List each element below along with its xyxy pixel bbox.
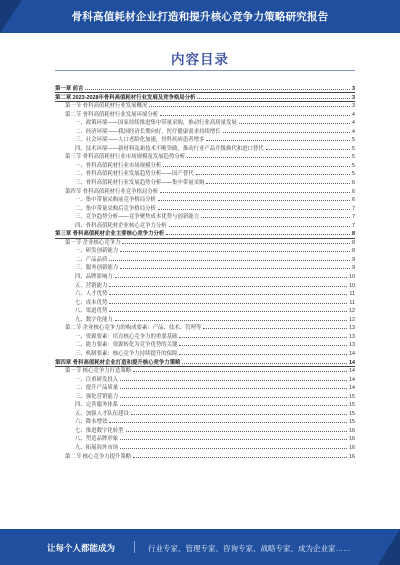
toc-entry-text: 六、降本增效 bbox=[75, 419, 108, 426]
toc-dot-leader bbox=[120, 251, 350, 252]
toc-page-number: 11 bbox=[349, 299, 355, 306]
toc-dot-leader bbox=[133, 371, 347, 372]
toc-page-number: 7 bbox=[352, 214, 355, 221]
toc-page-number: 15 bbox=[349, 419, 355, 426]
toc-dot-leader bbox=[109, 286, 347, 287]
toc-dot-leader bbox=[149, 106, 350, 107]
toc-page-number: 4 bbox=[352, 128, 355, 135]
toc-entry-text: 第三章 骨科高值耗材企业主要核心竞争力分析 bbox=[55, 231, 165, 238]
toc-entry-text: 一、集中带量采购前竞争格局分析 bbox=[75, 197, 156, 204]
toc-dot-leader bbox=[163, 166, 350, 167]
toc-entry-text: 七、成本优势 bbox=[75, 299, 108, 306]
toc-entry-text: 五、加强人才队伍建设 bbox=[75, 410, 129, 417]
toc-page-number: 4 bbox=[352, 111, 355, 118]
toc-dot-leader bbox=[187, 157, 350, 158]
toc-page-number: 3 bbox=[352, 86, 355, 92]
toc-page-number: 14 bbox=[349, 368, 355, 375]
toc-page-number: 12 bbox=[349, 316, 355, 323]
toc-dot-leader bbox=[122, 243, 350, 244]
toc-entry[interactable] bbox=[55, 333, 355, 342]
toc-page-number: 6 bbox=[352, 188, 355, 195]
toc-chapter-entry[interactable] bbox=[55, 94, 355, 103]
toc-page-number: 5 bbox=[352, 137, 355, 144]
toc-entry[interactable] bbox=[55, 410, 355, 419]
toc-entry[interactable] bbox=[55, 401, 355, 410]
report-title: 骨科高值耗材企业打造和提升核心竞争力策略研究报告 bbox=[71, 11, 329, 23]
toc-page-number: 10 bbox=[349, 282, 355, 289]
toc-entry-text: 二、骨科高值耗材行业发展趋势分析——国产替代 bbox=[75, 171, 194, 178]
toc-dot-leader bbox=[169, 226, 350, 227]
toc-entry[interactable] bbox=[55, 384, 355, 393]
toc-entry-text: 三、强化营销能力 bbox=[75, 393, 119, 400]
toc-dot-leader bbox=[109, 303, 347, 304]
toc-entry-text: 三、竞争趋势分析——竞争聚焦成本优势与创新能力 bbox=[75, 214, 199, 221]
toc-entry[interactable] bbox=[55, 324, 355, 333]
toc-entry[interactable] bbox=[55, 316, 355, 325]
toc-page-number: 11 bbox=[349, 291, 355, 298]
toc-page-number: 14 bbox=[349, 350, 355, 357]
toc-entry[interactable] bbox=[55, 170, 355, 179]
toc-dot-leader bbox=[182, 363, 347, 364]
toc-entry-text: 八、渠道优势 bbox=[75, 308, 108, 315]
toc-entry-text: 一、研发创新能力 bbox=[75, 248, 119, 255]
toc-entry[interactable] bbox=[55, 299, 355, 308]
toc-dot-leader bbox=[133, 457, 347, 458]
footer-tagline: 行业专家、管理专家、咨询专家、战略专家、成为企业家…… bbox=[148, 544, 351, 553]
toc-page-number: 13 bbox=[349, 325, 355, 332]
toc-entry-text: 五、营销能力 bbox=[75, 282, 108, 289]
toc-entry-text: 四、技术环境——新材料及新技术不断突破，推动行业产品升级换代和进口替代 bbox=[75, 145, 264, 152]
toc-entry[interactable] bbox=[55, 145, 355, 154]
toc-dot-leader bbox=[131, 414, 347, 415]
toc-entry[interactable] bbox=[55, 128, 355, 137]
toc-entry-text: 六、人才优势 bbox=[75, 291, 108, 298]
toc-entry-text: 三、骨科高值耗材行业发展趋势分析——集中带量采购 bbox=[75, 180, 205, 187]
toc-page-number: 4 bbox=[352, 120, 355, 127]
toc-page-number: 10 bbox=[349, 274, 355, 281]
toc-entry-text: 九、数字化能力 bbox=[75, 316, 113, 323]
toc-dot-leader bbox=[115, 320, 347, 321]
toc-entry[interactable] bbox=[55, 205, 355, 214]
toc-dot-leader bbox=[109, 294, 347, 295]
toc-entry[interactable] bbox=[55, 307, 355, 316]
toc-entry[interactable] bbox=[55, 111, 355, 120]
toc-entry-text: 二、经济环境——我国经济长期向好，医疗健康需求持续增长 bbox=[75, 128, 221, 135]
toc-entry[interactable] bbox=[55, 136, 355, 145]
toc-page-number: 15 bbox=[349, 410, 355, 417]
toc-entry-text: 四、完善服务体系 bbox=[75, 402, 119, 409]
toc-dot-leader bbox=[179, 345, 347, 346]
toc-chapter-entry[interactable] bbox=[55, 230, 355, 239]
toc-entry[interactable] bbox=[55, 239, 355, 248]
toc-entry[interactable] bbox=[55, 102, 355, 111]
toc-entry-text: 二、集中带量采购后竞争格局分析 bbox=[75, 205, 156, 212]
toc-dot-leader bbox=[166, 234, 350, 235]
toc-dot-leader bbox=[206, 140, 350, 141]
toc-page-number: 3 bbox=[352, 94, 355, 101]
toc-dot-leader bbox=[120, 448, 347, 449]
toc-entry-text: 二、产品品质 bbox=[75, 256, 108, 263]
toc-page-number: 15 bbox=[349, 393, 355, 400]
toc-entry[interactable] bbox=[55, 427, 355, 436]
footer-corner-decoration bbox=[378, 529, 400, 565]
toc-entry-text: 一、骨科高值耗材行业市场规模分析 bbox=[75, 162, 162, 169]
toc-page-number: 6 bbox=[352, 197, 355, 204]
toc-entry[interactable] bbox=[55, 264, 355, 273]
toc-entry[interactable] bbox=[55, 367, 355, 376]
toc-dot-leader bbox=[126, 431, 347, 432]
toc-dot-leader bbox=[120, 388, 347, 389]
toc-heading-divider bbox=[55, 70, 355, 71]
toc-entry-text: 第一节 核心竞争力打造策略 bbox=[65, 368, 132, 375]
toc-entry[interactable] bbox=[55, 376, 355, 385]
toc-entry[interactable] bbox=[55, 256, 355, 265]
toc-dot-leader bbox=[158, 200, 350, 201]
toc-dot-leader bbox=[120, 439, 347, 440]
toc-entry-text: 一、政策环境——国家持续推进集中带量采购，推动行业高质量发展 bbox=[75, 120, 237, 127]
toc-chapter-entry[interactable] bbox=[55, 359, 355, 368]
toc-entry-text: 第二节 骨科高值耗材行业发展环境分析 bbox=[65, 111, 159, 118]
toc-page-number: 5 bbox=[352, 154, 355, 161]
toc-entry[interactable] bbox=[55, 418, 355, 427]
page-footer bbox=[0, 529, 400, 565]
toc-entry-text: 第二节 企业核心竞争力的构成要素：产品、技术、管理等 bbox=[65, 325, 202, 332]
toc-entry[interactable] bbox=[55, 179, 355, 188]
toc-entry-text: 八、塑造品牌形象 bbox=[75, 436, 119, 443]
toc-entry[interactable] bbox=[55, 290, 355, 299]
toc-page-number: 5 bbox=[352, 171, 355, 178]
toc-entry[interactable] bbox=[55, 213, 355, 222]
toc-entry-text: 四、骨科高值耗材企业核心竞争力分析 bbox=[75, 222, 167, 229]
toc-dot-leader bbox=[158, 209, 350, 210]
toc-dot-leader bbox=[120, 405, 347, 406]
toc-entry-text: 九、拓展海外市场 bbox=[75, 444, 119, 451]
toc-dot-leader bbox=[109, 260, 350, 261]
toc-entry[interactable] bbox=[55, 393, 355, 402]
toc-entry[interactable] bbox=[55, 196, 355, 205]
toc-entry-text: 四、品牌影响力 bbox=[75, 274, 113, 281]
toc-entry-text: 二、提升产品质量 bbox=[75, 385, 119, 392]
toc-entry-text: 第二节 核心竞争力提升策略 bbox=[65, 453, 132, 460]
toc-dot-leader bbox=[85, 89, 350, 90]
toc-entry-text: 第一章 前言 bbox=[55, 86, 84, 92]
toc-page-number: 7 bbox=[352, 222, 355, 229]
toc-page-number: 9 bbox=[352, 265, 355, 272]
toc-entry-text: 第三节 骨科高值耗材行业市场规模及发展趋势分析 bbox=[65, 154, 186, 161]
toc-entry-text: 一、资源要素：培育核心竞争力的重要基础 bbox=[75, 333, 178, 340]
toc-dot-leader bbox=[196, 174, 350, 175]
toc-dot-leader bbox=[179, 337, 347, 338]
toc-dot-leader bbox=[120, 268, 350, 269]
toc-dot-leader bbox=[179, 354, 347, 355]
toc-entry[interactable] bbox=[55, 444, 355, 453]
toc-entry-text: 三、服务创新能力 bbox=[75, 265, 119, 272]
toc-dot-leader bbox=[115, 277, 347, 278]
page-header bbox=[0, 0, 400, 33]
toc-entry-text: 三、社会环境——人口老龄化加速，骨科疾病患者增多 bbox=[75, 137, 205, 144]
toc-dot-leader bbox=[120, 380, 347, 381]
toc-dot-leader bbox=[223, 132, 350, 133]
toc-entry[interactable] bbox=[55, 153, 355, 162]
toc-page-number: 13 bbox=[349, 333, 355, 340]
footer-divider bbox=[134, 541, 135, 553]
toc-entry-text: 第二章 2023-2028年骨科高值耗材行业发展及竞争格局分析 bbox=[55, 94, 196, 101]
toc-entry-text: 第四节 骨科高值耗材行业竞争格局分析 bbox=[65, 188, 159, 195]
toc-entry[interactable] bbox=[55, 222, 355, 231]
toc-entry[interactable] bbox=[55, 282, 355, 291]
footer-slogan: 让每个人都能成为 bbox=[47, 543, 116, 553]
toc-dot-leader bbox=[206, 183, 350, 184]
toc-page-number: 5 bbox=[352, 145, 355, 152]
toc-page-number: 14 bbox=[349, 359, 355, 366]
toc-entry-text: 一、注重研发投入 bbox=[75, 376, 119, 383]
toc-page-number: 5 bbox=[352, 162, 355, 169]
toc-page-number: 15 bbox=[349, 402, 355, 409]
toc-dot-leader bbox=[203, 328, 347, 329]
toc-entry[interactable] bbox=[55, 119, 355, 128]
toc-dot-leader bbox=[266, 149, 350, 150]
toc-page-number: 8 bbox=[352, 248, 355, 255]
toc-entry[interactable] bbox=[55, 273, 355, 282]
toc-entry-text: 第一节 骨科高值耗材行业发展概况 bbox=[65, 103, 148, 110]
toc-dot-leader bbox=[197, 98, 350, 99]
toc-dot-leader bbox=[120, 397, 347, 398]
toc-entry[interactable] bbox=[55, 247, 355, 256]
toc-dot-leader bbox=[109, 311, 347, 312]
toc-entry[interactable] bbox=[55, 350, 355, 359]
toc-dot-leader bbox=[160, 192, 350, 193]
toc-page-number: 16 bbox=[349, 453, 355, 460]
toc-page-number: 8 bbox=[352, 239, 355, 246]
toc-dot-leader bbox=[201, 217, 350, 218]
toc-chapter-entry[interactable] bbox=[55, 85, 355, 94]
toc-entry[interactable] bbox=[55, 453, 355, 462]
toc-entry-text: 二、能力要素：资源转化为竞争优势的关键 bbox=[75, 342, 178, 349]
toc-dot-leader bbox=[239, 123, 350, 124]
toc-entry-text: 三、机制要素：核心竞争力持续提升的保障 bbox=[75, 350, 178, 357]
toc-page-number: 9 bbox=[352, 256, 355, 263]
toc-dot-leader bbox=[160, 115, 350, 116]
toc-page-number: 16 bbox=[349, 436, 355, 443]
toc-entry-text: 第四章 骨科高值耗材企业打造和提升核心竞争力策略 bbox=[55, 359, 181, 366]
toc-entry[interactable] bbox=[55, 435, 355, 444]
toc-page-number: 6 bbox=[352, 180, 355, 187]
toc-entry[interactable] bbox=[55, 188, 355, 197]
toc-page-number: 16 bbox=[349, 427, 355, 434]
toc-heading: 内容目录 bbox=[171, 52, 229, 67]
toc-page-number: 8 bbox=[352, 231, 355, 238]
toc-entry-text: 七、推进数字化转型 bbox=[75, 427, 124, 434]
toc-entry[interactable] bbox=[55, 341, 355, 350]
toc-entry[interactable] bbox=[55, 162, 355, 171]
toc-page-number: 16 bbox=[349, 444, 355, 451]
toc-page-number: 14 bbox=[349, 385, 355, 392]
table-of-contents bbox=[55, 85, 355, 461]
toc-entry-text: 第一节 企业核心竞争力 bbox=[65, 239, 121, 246]
toc-page-number: 13 bbox=[349, 342, 355, 349]
toc-page-number: 14 bbox=[349, 376, 355, 383]
toc-dot-leader bbox=[109, 422, 347, 423]
toc-page-number: 3 bbox=[352, 103, 355, 110]
toc-page-number: 12 bbox=[349, 308, 355, 315]
toc-page-number: 7 bbox=[352, 205, 355, 212]
